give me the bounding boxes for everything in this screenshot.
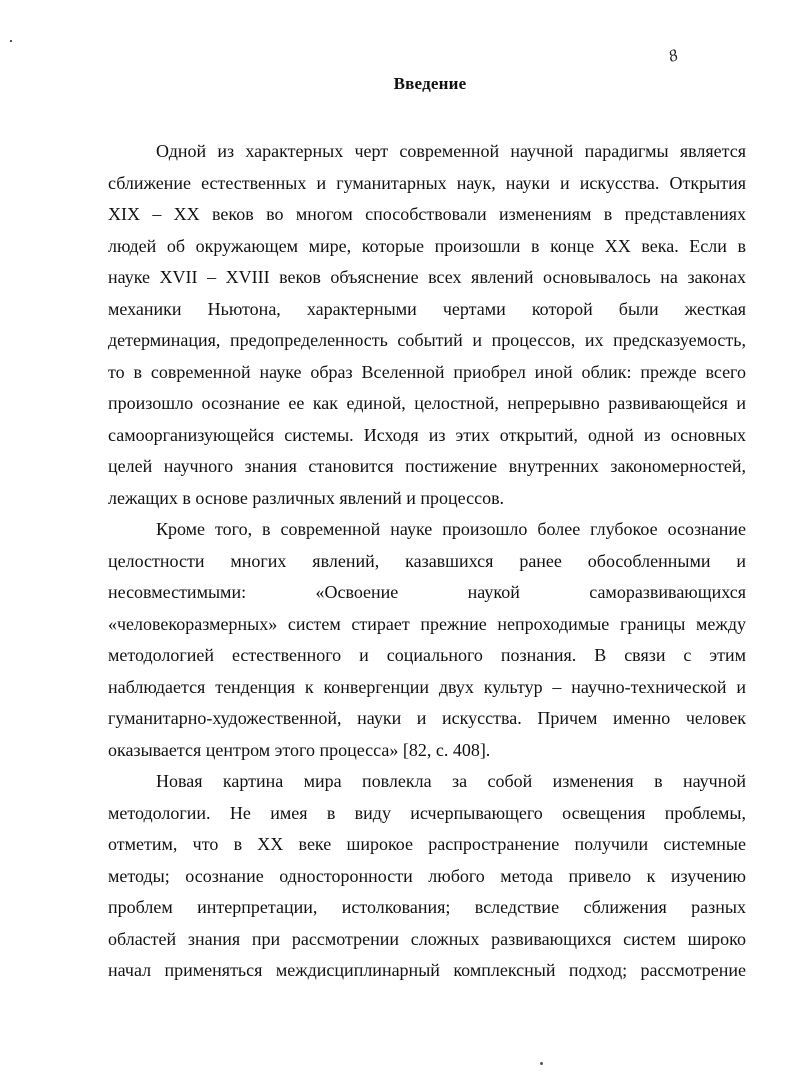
text-line: людей об окружающем мире, которые произошли в конце XX века. Если в (108, 235, 746, 256)
text-line: детерминация, предопределенность событий и процессов, их предсказуемость, (108, 330, 746, 350)
text-line: целостности многих явлений, казавшихся ранее обособленными и (108, 550, 746, 571)
text-line: произошло осознание ее как единой, целостной, непрерывно развивающейся и (108, 393, 746, 413)
text-line: XIX – XX веков во многом способствовали изменениям в представлениях (108, 204, 746, 224)
text-line: Одной из характерных черт современной научной парадигмы является (156, 141, 746, 161)
text-line: методологией естественного и социального познания. В связи с этим (108, 645, 746, 665)
body-text (108, 136, 746, 987)
text-line: то в современной науке образ Вселенной приобрел иной облик: прежде всего (108, 361, 746, 382)
text-line: несовместимыми: «Освоение наукой саморазвивающихся (108, 582, 746, 602)
text-line: самоорганизующейся системы. Исходя из этих открытий, одной из основных (108, 424, 746, 445)
text-line: областей знания при рассмотрении сложных развивающихся систем широко (108, 928, 746, 949)
text-line: оказывается центром этого процесса» [82, с. 408]. (108, 739, 491, 760)
text-line: Новая картина мира повлекла за собой изменения в научной (156, 771, 746, 791)
text-line: лежащих в основе различных явлений и процессов. (108, 487, 505, 508)
text-line: методы; осознание односторонности любого метода привело к изучению (108, 865, 746, 886)
text-line: методологии. Не имея в виду исчерпывающего освещения проблемы, (108, 802, 746, 823)
text-line: начал применяться междисциплинарный комплексный подход; рассмотрение (108, 960, 746, 980)
text-line: целей научного знания становится постижение внутренних закономерностей, (108, 456, 746, 476)
text-line: проблем интерпретации, истолкования; вследствие сближения разных (108, 897, 746, 917)
text-line: науке XVII – XVIII веков объяснение всех явлений основывалось на законах (108, 267, 746, 287)
text-line: гуманитарно-художественной, науки и искусства. Причем именно человек (108, 708, 746, 728)
text-line: наблюдается тенденция к конвергенции двух культур – научно-технической и (108, 676, 746, 697)
page-number: 8 (666, 45, 681, 66)
scan-speck (10, 40, 12, 42)
text-line: «человекоразмерных» систем стирает прежние непроходимые границы между (108, 613, 746, 634)
page-title: Введение (393, 74, 467, 93)
text-line: сближение естественных и гуманитарных наук, науки и искусства. Открытия (108, 172, 746, 193)
text-line: механики Ньютона, характерными чертами которой были жесткая (108, 298, 746, 319)
text-line: отметим, что в XX веке широкое распространение получили системные (108, 834, 746, 854)
scan-speck (540, 1062, 543, 1065)
text-line: Кроме того, в современной науке произошло более глубокое осознание (156, 519, 746, 539)
